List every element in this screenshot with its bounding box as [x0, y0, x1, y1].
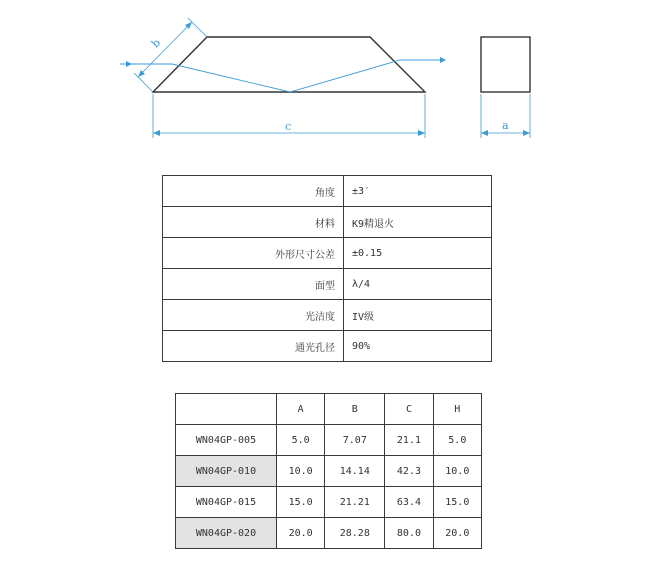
dim-c-label: c: [285, 120, 292, 133]
dim-b-line: [138, 22, 192, 77]
model-row: [176, 518, 482, 549]
model-cell: 28.28: [325, 518, 385, 549]
spec-value: ±3′: [344, 176, 492, 207]
model-row: [176, 425, 482, 456]
model-cell: 10.0: [433, 456, 481, 487]
model-cell: 5.0: [433, 425, 481, 456]
model-cell: 15.0: [277, 487, 325, 518]
beam-arrow-out: [440, 57, 446, 63]
model-cell: 10.0: [277, 456, 325, 487]
spec-value: IV级: [344, 300, 492, 331]
header-cell: A: [277, 394, 325, 425]
spec-value: λ/4: [344, 269, 492, 300]
spec-row: [163, 176, 492, 207]
spec-key: 角度: [163, 176, 344, 207]
model-cell: 42.3: [385, 456, 433, 487]
model-cell: 14.14: [325, 456, 385, 487]
model-cell: 20.0: [433, 518, 481, 549]
model-cell: 20.0: [277, 518, 325, 549]
model-cell: 21.1: [385, 425, 433, 456]
spec-row: [163, 300, 492, 331]
dim-b-ext-2: [188, 18, 207, 37]
spec-key: 材料: [163, 207, 344, 238]
model-cell: 21.21: [325, 487, 385, 518]
dim-c-arrow-1: [153, 130, 160, 136]
header-cell: C: [385, 394, 433, 425]
model-name-cell: WN04GP-015: [176, 487, 277, 518]
model-name-cell: WN04GP-005: [176, 425, 277, 456]
model-cell: 63.4: [385, 487, 433, 518]
spec-key: 面型: [163, 269, 344, 300]
prism-diagram: [0, 0, 661, 150]
spec-value: 90%: [344, 331, 492, 362]
dim-c-arrow-2: [418, 130, 425, 136]
header-cell: B: [325, 394, 385, 425]
dim-b-ext-1: [134, 73, 153, 92]
model-cell: 80.0: [385, 518, 433, 549]
dim-a-label: a: [502, 119, 509, 132]
header-cell: [176, 394, 277, 425]
spec-key: 光洁度: [163, 300, 344, 331]
model-row: [176, 487, 482, 518]
spec-row: [163, 238, 492, 269]
spec-value: ±0.15: [344, 238, 492, 269]
spec-key: 通光孔径: [163, 331, 344, 362]
spec-table: [162, 175, 492, 362]
model-cell: 5.0: [277, 425, 325, 456]
header-cell: H: [433, 394, 481, 425]
spec-value: K9精退火: [344, 207, 492, 238]
model-row: [176, 456, 482, 487]
spec-key: 外形尺寸公差: [163, 238, 344, 269]
spec-row: [163, 331, 492, 362]
model-name-cell: WN04GP-010: [176, 456, 277, 487]
spec-row: [163, 269, 492, 300]
model-table: [175, 393, 482, 549]
model-cell: 15.0: [433, 487, 481, 518]
model-header-row: [176, 394, 482, 425]
dim-a-arrow-2: [523, 130, 530, 136]
model-name-cell: WN04GP-020: [176, 518, 277, 549]
spec-row: [163, 207, 492, 238]
dim-b-label: b: [148, 36, 164, 51]
beam-arrow-in: [126, 61, 132, 67]
dim-a-arrow-1: [481, 130, 488, 136]
prism-end-view: [481, 37, 530, 92]
model-cell: 7.07: [325, 425, 385, 456]
